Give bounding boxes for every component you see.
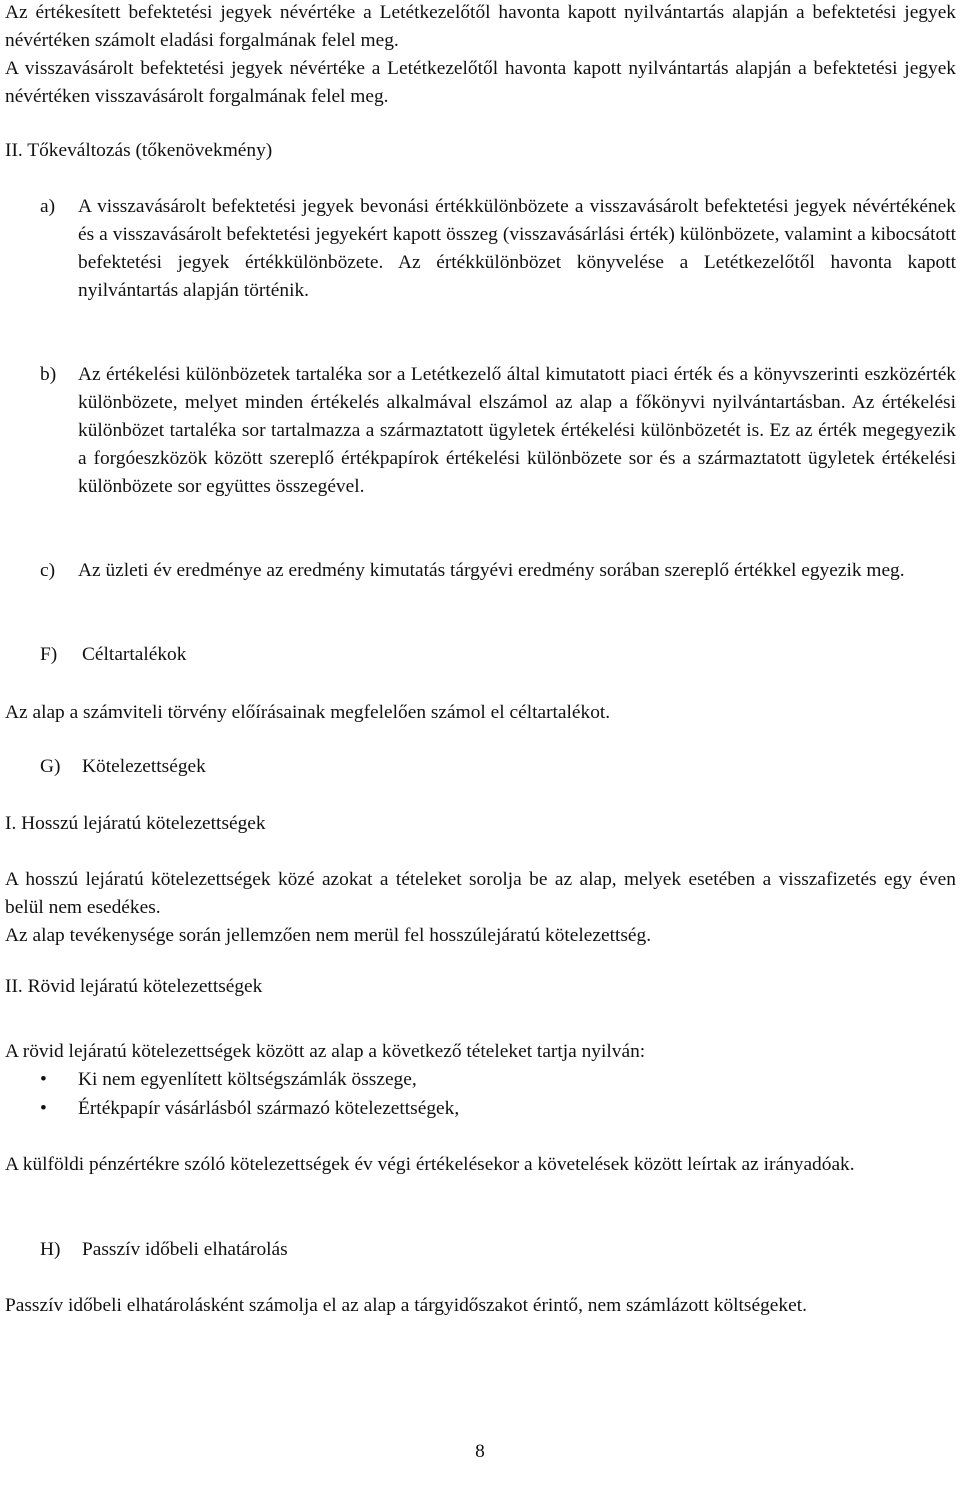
section-f-heading (40, 641, 186, 669)
bullet-icon: • (40, 1098, 47, 1119)
section-g-sub1-title: I. Hosszú lejáratú kötelezettségek (5, 813, 266, 834)
section-g-label: G) (40, 756, 61, 777)
list-item-label: c) (40, 560, 56, 581)
intro-paragraph-1: Az értékesített befektetési jegyek névértéke a Letétkezelőtől havonta kapott nyilvántartás alapján a befektetési jegyek névértéken számolt eladási forgalmának felel meg. (5, 2, 956, 51)
list-item-label: b) (40, 364, 57, 385)
section-h-title: Passzív időbeli elhatárolás (82, 1239, 288, 1260)
section-g-sub2-title: II. Rövid lejáratú kötelezettségek (5, 976, 263, 997)
bullet-icon: • (40, 1069, 47, 1090)
list-item-a (40, 193, 956, 305)
section-g-heading (40, 753, 206, 781)
section-h-label: H) (40, 1239, 61, 1260)
section-g-title: Kötelezettségek (82, 756, 206, 777)
section-f-label: F) (40, 644, 58, 665)
section-g-sub1-text1: A hosszú lejáratú kötelezettségek közé azokat a tételeket sorolja be az alap, melyek esetében a visszafizetés egy éven belül nem esedékes. (5, 869, 956, 918)
list-item-text: Az üzleti év eredménye az eredmény kimutatás tárgyévi eredmény sorában szereplő értékkel egyezik meg. (78, 560, 905, 581)
list-item-text: Az értékelési különbözetek tartaléka sor a Letétkezelő által kimutatott piaci érték és a könyvszerinti eszközérték különbözete, melyet minden értékelés alkalmával elszámol az alap a főkönyvi nyilvántartásban. Az értékelési különbözet tartaléka sor tartalmazza a származtatott ügyletek értékelési különbözetét is. Ez az érték megegyezik a forgóeszközök között szereplő értékpapírok értékelési különbözete sor és a származtatott ügyletek értékelési különbözete sor együttes összegével. (78, 364, 956, 497)
list-item-c (40, 557, 956, 585)
section-h-text: Passzív időbeli elhatárolásként számolja el az alap a tárgyidőszakot érintő, nem számlázott költségeket. (5, 1295, 807, 1316)
section-g-sub1-text2: Az alap tevékenysége során jellemzően nem merül fel hosszúlejáratú kötelezettség. (5, 925, 652, 946)
page-number: 8 (475, 1441, 485, 1462)
section-h-heading (40, 1236, 288, 1264)
section-f-text: Az alap a számviteli törvény előírásainak megfelelően számol el céltartalékot. (5, 702, 611, 723)
bullet-text: Értékpapír vásárlásból származó kötelezettségek, (78, 1098, 460, 1119)
bullet-text: Ki nem egyenlített költségszámlák összege, (78, 1069, 417, 1090)
intro-paragraph-2: A visszavásárolt befektetési jegyek névértéke a Letétkezelőtől havonta kapott nyilvántartás alapján a befektetési jegyek névértéken visszavásárolt forgalmának felel meg. (5, 58, 956, 107)
section-f-title: Céltartalékok (82, 644, 187, 665)
section-g-sub2-closing: A külföldi pénzértékre szóló kötelezettségek év végi értékelésekor a követelések között leírtak az irányadóak. (5, 1154, 855, 1175)
section-g-sub2-text: A rövid lejáratú kötelezettségek között az alap a következő tételeket tartja nyilván: (5, 1041, 646, 1062)
list-item-b (40, 361, 956, 501)
list-item-text: A visszavásárolt befektetési jegyek bevonási értékkülönbözete a visszavásárolt befektetési jegyek névértékének és a visszavásárolt befektetési jegyekért kapott összeg (visszavásárlási érték) különbözete, valamint a kibocsátott befektetési jegyek értékkülönbözete. Az értékkülönbözet könyvelése a Letétkezelőtől havonta kapott nyilvántartás alapján történik. (78, 196, 956, 301)
section-ii-title: II. Tőkeváltozás (tőkenövekmény) (5, 140, 273, 161)
list-item-label: a) (40, 196, 56, 217)
